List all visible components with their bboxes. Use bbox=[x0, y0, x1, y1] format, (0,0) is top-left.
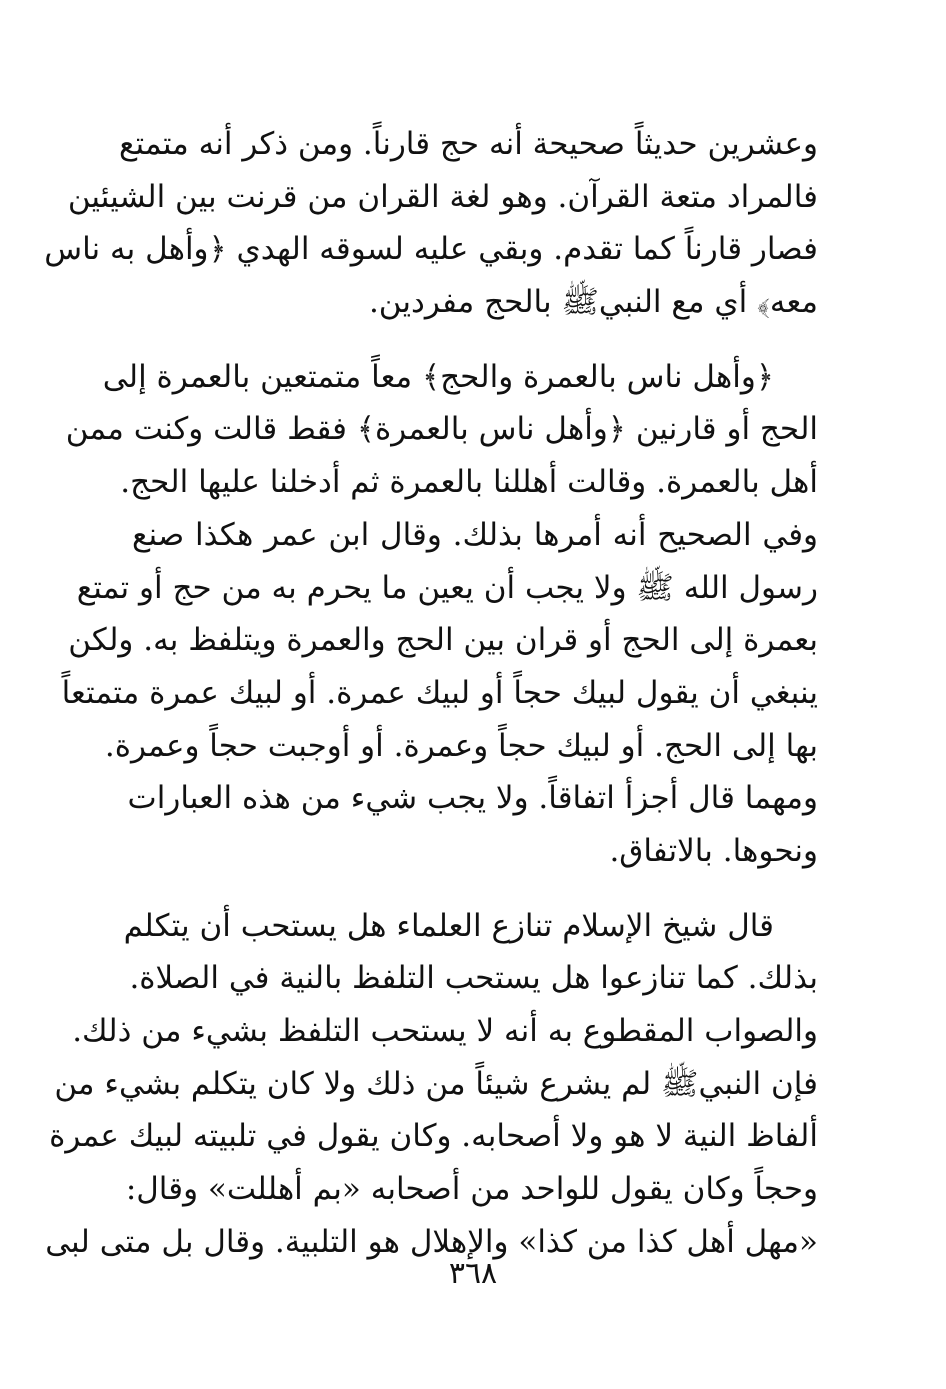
text-line: فإن النبيﷺ لم يشرع شيئاً من ذلك ولا كان يتكلم بشيء من bbox=[54, 1065, 818, 1102]
text-line: ينبغي أن يقول لبيك حجاً أو لبيك عمرة. أو لبيك عمرة متمتعاً bbox=[61, 674, 818, 711]
text-line: بها إلى الحج. أو لبيك حجاً وعمرة. أو أوجبت حجاً وعمرة. bbox=[104, 727, 818, 764]
text-line: معه﴾ أي مع النبيﷺ بالحج مفردين. bbox=[368, 284, 818, 321]
paragraph-1 bbox=[44, 118, 818, 329]
text-line: أهل بالعمرة. وقالت أهللنا بالعمرة ثم أدخلنا عليها الحج. bbox=[120, 464, 818, 501]
page-number: ٣٦٨ bbox=[448, 1256, 498, 1291]
text-line: فالمراد متعة القرآن. وهو لغة القران من قرنت بين الشيئين bbox=[67, 178, 818, 215]
text-line: وحجاً وكان يقول للواحد من أصحابه «بم أهللت» وقال: bbox=[125, 1171, 818, 1208]
text-line: فصار قارناً كما تقدم. وبقي عليه لسوقه الهدي ﴿وأهل به ناس bbox=[44, 231, 818, 268]
text-line: بذلك. كما تنازعوا هل يستحب التلفظ بالنية في الصلاة. bbox=[129, 960, 818, 997]
text-line: «مهل أهل كذا من كذا» والإهلال هو التلبية. وقال بل متى لبى bbox=[45, 1223, 818, 1260]
paragraph-3 bbox=[45, 900, 818, 1269]
text-line: والصواب المقطوع به أنه لا يستحب التلفظ بشيء من ذلك. bbox=[72, 1013, 818, 1049]
text-line: الحج أو قارنين ﴿وأهل ناس بالعمرة﴾ فقط قالت وكنت ممن bbox=[65, 411, 818, 448]
text-line: ونحوها. بالاتفاق. bbox=[609, 832, 818, 869]
text-line: قال شيخ الإسلام تنازع العلماء هل يستحب أن يتكلم bbox=[123, 907, 774, 944]
text-line: ومهما قال أجزأ اتفاقاً. ولا يجب شيء من هذه العبارات bbox=[127, 780, 818, 817]
text-line: رسول الله ﷺ ولا يجب أن يعين ما يحرم به من حج أو تمتع bbox=[76, 569, 818, 606]
text-line: ألفاظ النية لا هو ولا أصحابه. وكان يقول في تلبيته لبيك عمرة bbox=[49, 1118, 818, 1155]
text-line: وفي الصحيح أنه أمرها بذلك. وقال ابن عمر هكذا صنع bbox=[132, 516, 818, 553]
paragraph-2 bbox=[61, 351, 818, 878]
page-body-text bbox=[44, 118, 818, 1268]
text-line: وعشرين حديثاً صحيحة أنه حج قارناً. ومن ذكر أنه متمتع bbox=[119, 126, 818, 162]
text-line: ﴿وأهل ناس بالعمرة والحج﴾ معاً متمتعين بالعمرة إلى bbox=[102, 358, 774, 395]
text-line: بعمرة إلى الحج أو قران بين الحج والعمرة ويتلفظ به. ولكن bbox=[68, 622, 818, 659]
